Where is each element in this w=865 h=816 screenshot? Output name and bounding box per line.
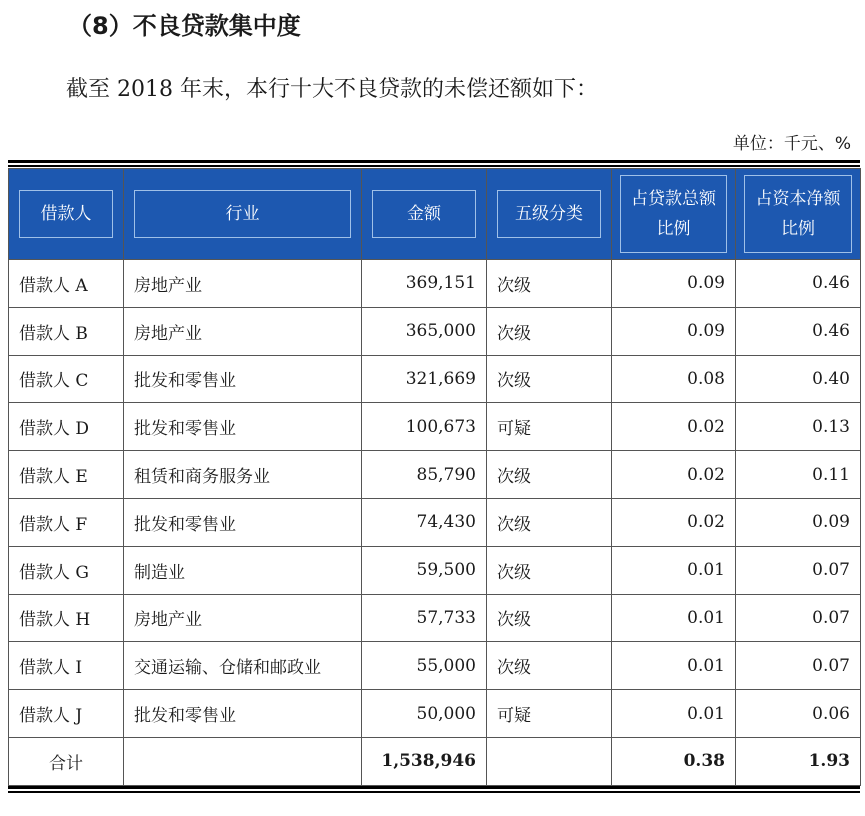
cell-industry: 房地产业 [124, 307, 362, 355]
table-bottom-rule [8, 786, 860, 789]
section-heading: （8）不良贷款集中度 [68, 12, 301, 40]
cell-capital-ratio: 0.07 [736, 546, 861, 594]
npl-concentration-table [8, 168, 861, 786]
total-category-empty [487, 737, 612, 785]
cell-borrower: 借款人 B [9, 307, 124, 355]
unit-label: 单位：千元、% [732, 134, 851, 154]
cell-capital-ratio: 0.07 [736, 594, 861, 642]
table-row [9, 403, 861, 451]
table-row [9, 498, 861, 546]
cell-loan-ratio: 0.08 [612, 355, 736, 403]
cell-loan-ratio: 0.01 [612, 642, 736, 690]
cell-capital-ratio: 0.40 [736, 355, 861, 403]
cell-category: 次级 [487, 594, 612, 642]
cell-amount: 57,733 [362, 594, 487, 642]
cell-category: 次级 [487, 260, 612, 308]
table-row [9, 307, 861, 355]
table-row [9, 594, 861, 642]
header-category: 五级分类 [487, 169, 612, 260]
table-bottom-rule-thin [8, 791, 860, 793]
header-loan-ratio-line2: 比例 [656, 219, 691, 239]
table-row [9, 546, 861, 594]
table-top-rule-thin [8, 165, 860, 167]
cell-amount: 100,673 [362, 403, 487, 451]
cell-loan-ratio: 0.02 [612, 498, 736, 546]
cell-category: 次级 [487, 355, 612, 403]
total-label: 合计 [9, 737, 124, 785]
cell-amount: 59,500 [362, 546, 487, 594]
cell-category: 次级 [487, 498, 612, 546]
cell-industry: 批发和零售业 [124, 690, 362, 738]
cell-amount: 365,000 [362, 307, 487, 355]
cell-category: 次级 [487, 451, 612, 499]
cell-capital-ratio: 0.07 [736, 642, 861, 690]
cell-capital-ratio: 0.06 [736, 690, 861, 738]
cell-amount: 85,790 [362, 451, 487, 499]
cell-loan-ratio: 0.09 [612, 307, 736, 355]
cell-amount: 369,151 [362, 260, 487, 308]
cell-industry: 制造业 [124, 546, 362, 594]
cell-capital-ratio: 0.46 [736, 307, 861, 355]
cell-borrower: 借款人 E [9, 451, 124, 499]
cell-category: 次级 [487, 642, 612, 690]
header-capital-ratio-line1: 占资本净额 [755, 189, 841, 209]
cell-borrower: 借款人 J [9, 690, 124, 738]
header-amount: 金额 [362, 169, 487, 260]
header-loan-ratio [612, 169, 736, 260]
cell-capital-ratio: 0.13 [736, 403, 861, 451]
header-capital-ratio [736, 169, 861, 260]
cell-capital-ratio: 0.46 [736, 260, 861, 308]
cell-capital-ratio: 0.09 [736, 498, 861, 546]
intro-paragraph: 截至 2018 年末，本行十大不良贷款的未偿还额如下： [66, 77, 598, 102]
total-industry-empty [124, 737, 362, 785]
cell-amount: 74,430 [362, 498, 487, 546]
cell-borrower: 借款人 C [9, 355, 124, 403]
cell-loan-ratio: 0.01 [612, 546, 736, 594]
cell-loan-ratio: 0.01 [612, 594, 736, 642]
cell-category: 次级 [487, 307, 612, 355]
table-row [9, 642, 861, 690]
total-capital-ratio: 1.93 [736, 737, 861, 785]
table-top-rule [8, 160, 860, 163]
cell-borrower: 借款人 F [9, 498, 124, 546]
cell-loan-ratio: 0.01 [612, 690, 736, 738]
cell-category: 可疑 [487, 690, 612, 738]
header-borrower: 借款人 [9, 169, 124, 260]
cell-borrower: 借款人 G [9, 546, 124, 594]
cell-industry: 房地产业 [124, 594, 362, 642]
cell-industry: 批发和零售业 [124, 403, 362, 451]
cell-category: 次级 [487, 546, 612, 594]
cell-amount: 321,669 [362, 355, 487, 403]
table-row [9, 260, 861, 308]
header-industry: 行业 [124, 169, 362, 260]
cell-loan-ratio: 0.02 [612, 403, 736, 451]
table-row [9, 355, 861, 403]
header-loan-ratio-line1: 占贷款总额 [631, 189, 716, 209]
cell-amount: 50,000 [362, 690, 487, 738]
table-header-row [9, 169, 861, 260]
cell-amount: 55,000 [362, 642, 487, 690]
cell-loan-ratio: 0.02 [612, 451, 736, 499]
cell-borrower: 借款人 A [9, 260, 124, 308]
cell-capital-ratio: 0.11 [736, 451, 861, 499]
total-loan-ratio: 0.38 [612, 737, 736, 785]
table-row [9, 451, 861, 499]
cell-industry: 交通运输、仓储和邮政业 [124, 642, 362, 690]
cell-borrower: 借款人 D [9, 403, 124, 451]
cell-category: 可疑 [487, 403, 612, 451]
cell-loan-ratio: 0.09 [612, 260, 736, 308]
cell-industry: 房地产业 [124, 260, 362, 308]
cell-industry: 租赁和商务服务业 [124, 451, 362, 499]
table-row [9, 690, 861, 738]
total-row [9, 737, 861, 785]
cell-industry: 批发和零售业 [124, 355, 362, 403]
cell-industry: 批发和零售业 [124, 498, 362, 546]
cell-borrower: 借款人 I [9, 642, 124, 690]
header-capital-ratio-line2: 比例 [781, 219, 815, 239]
total-amount: 1,538,946 [362, 737, 487, 785]
cell-borrower: 借款人 H [9, 594, 124, 642]
